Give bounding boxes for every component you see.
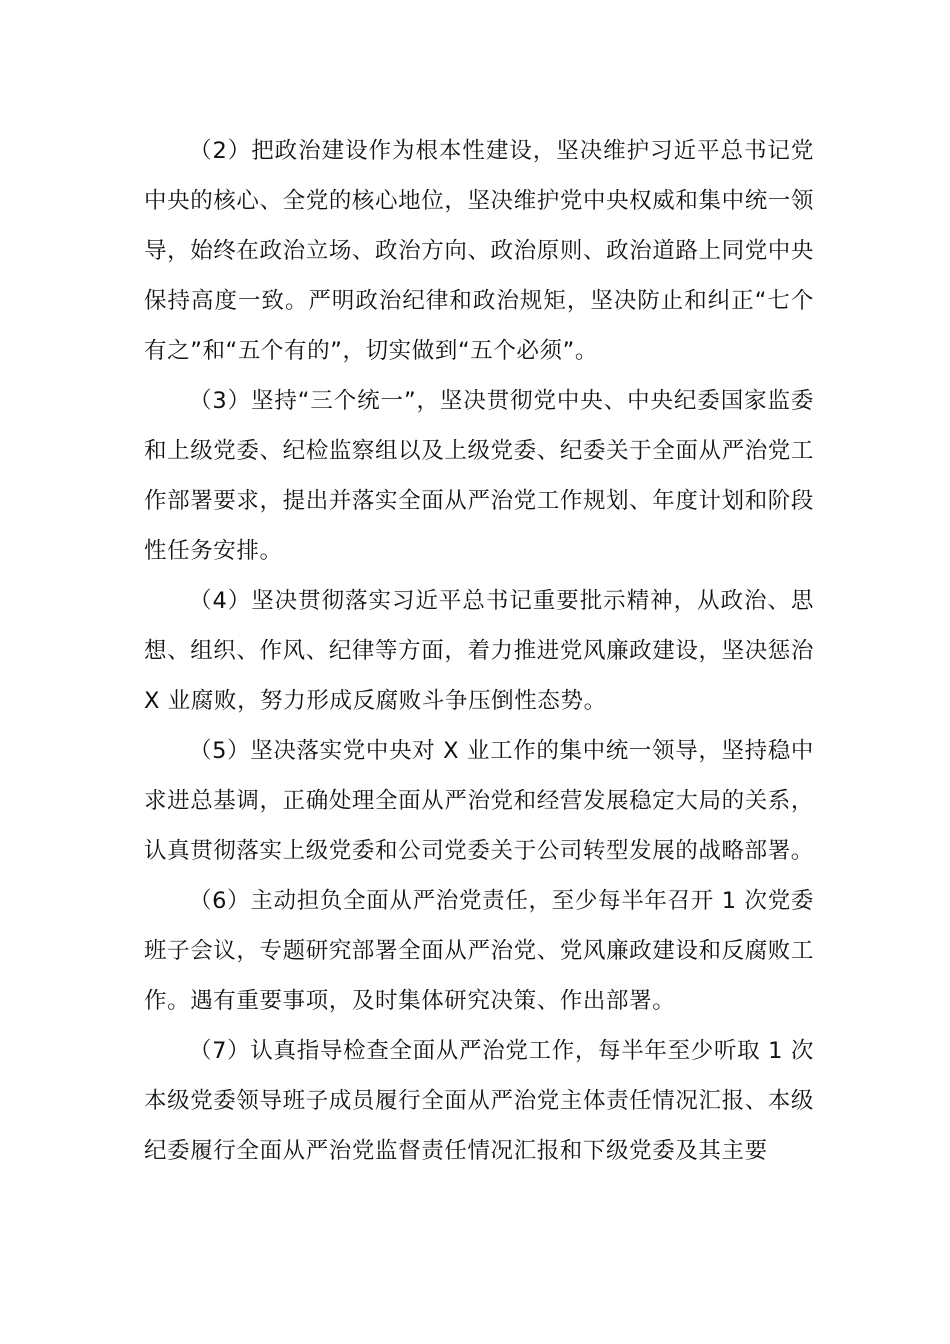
paragraph-item-4: （4）坚决贯彻落实习近平总书记重要批示精神，从政治、思想、组织、作风、纪律等方面，着力推进党风廉政建设，坚决惩治 X 业腐败，努力形成反腐败斗争压倒性态势。 [144,588,814,714]
document-body [144,126,814,1176]
paragraph-item-3: （3）坚持“三个统一”，坚决贯彻党中央、中央纪委国家监委和上级党委、纪检监察组以及上级党委、纪委关于全面从严治党工作部署要求，提出并落实全面从严治党工作规划、年度计划和阶段性任务安排。 [144,388,814,564]
paragraph-item-6: （6）主动担负全面从严治党责任，至少每半年召开 1 次党委班子会议，专题研究部署全面从严治党、党风廉政建设和反腐败工作。遇有重要事项，及时集体研究决策、作出部署。 [144,888,814,1014]
paragraph-item-2: （2）把政治建设作为根本性建设，坚决维护习近平总书记党中央的核心、全党的核心地位，坚决维护党中央权威和集中统一领导，始终在政治立场、政治方向、政治原则、政治道路上同党中央保持高度一致。严明政治纪律和政治规矩，坚决防止和纠正“七个有之”和“五个有的”，切实做到“五个必须”。 [144,138,814,364]
paragraph-item-7: （7）认真指导检查全面从严治党工作，每半年至少听取 1 次本级党委领导班子成员履行全面从严治党主体责任情况汇报、本级纪委履行全面从严治党监督责任情况汇报和下级党委及其主要 [144,1038,814,1164]
paragraph-item-5: （5）坚决落实党中央对 X 业工作的集中统一领导，坚持稳中求进总基调，正确处理全面从严治党和经营发展稳定大局的关系，认真贯彻落实上级党委和公司党委关于公司转型发展的战略部署。 [144,738,814,864]
